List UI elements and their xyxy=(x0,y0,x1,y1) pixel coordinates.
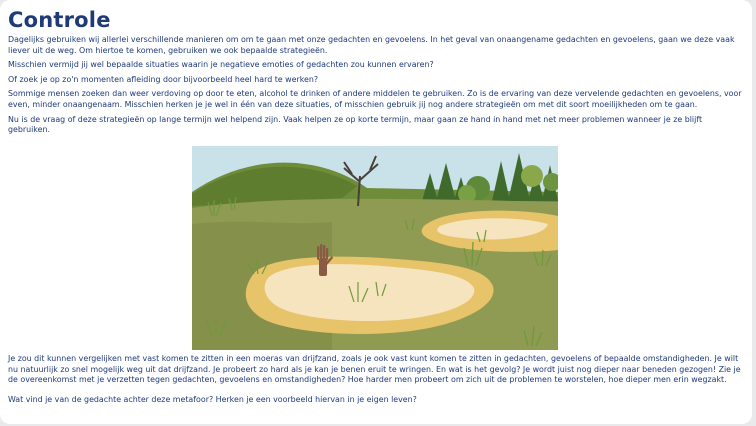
paragraph-question: Wat vind je van de gedachte achter deze metafoor? Herken je een voorbeeld hiervan in je eigen leven? xyxy=(8,394,417,404)
paragraph-long-term: Nu is de vraag of deze strategieën op lange termijn wel helpend zijn. Vaak helpen ze op korte termijn, maar gaan ze hand in hand met net meer problemen wanneer je ze blijft gebruiken. xyxy=(8,114,703,135)
metaphor-section xyxy=(8,354,744,409)
quicksand-illustration xyxy=(192,146,558,350)
paragraph-intro: Dagelijks gebruiken wij allerlei verschillende manieren om om te gaan met onze gedachten en gevoelens. In het geval van onaangename gedachten en gevoelens, gaan we deze vaak liever uit de weg. Om hiertoe te komen, gebruiken we ook bepaalde strategieën. xyxy=(8,35,735,55)
paragraph-avoidance: Misschien vermijd jij wel bepaalde situaties waarin je negatieve emoties of gedachten zou kunnen ervaren? xyxy=(8,60,434,70)
page-title: Controle xyxy=(8,8,111,32)
paragraph-distraction: Of zoek je op zo'n momenten afleiding door bijvoorbeeld heel hard te werken? xyxy=(8,74,319,84)
paragraph-metaphor: Je zou dit kunnen vergelijken met vast komen te zitten in een moeras van drijfzand, zoals je ook vast kunt komen te zitten in gedachten, gevoelens of bepaalde omstandigheden. Je wilt nu natuurlijk zo snel mogelijk weg uit dat drijfzand. Je probeert zo hard als je kan je benen eruit te wringen. En wat is het gevolg? Je wordt juist nog dieper naar beneden gezogen! Zie je de overeenkomst met je verzetten tegen gedachten, gevoelens en omstandigheden? Hoe harder men probeert om zich uit de problemen te worstelen, hoe dieper men erin wegzakt. xyxy=(8,354,741,385)
paragraph-numbing: Sommige mensen zoeken dan weer verdoving op door te eten, alcohol te drinken of andere middelen te gebruiken. Zo is de ervaring van deze vervelende gedachten en gevoelens, voor even, minder onaangenaam. Misschien herken je je wel in één van deze situaties, of misschien gebruik jij nog andere strategieën om met dit soort moeilijkheden om te gaan. xyxy=(8,89,742,109)
